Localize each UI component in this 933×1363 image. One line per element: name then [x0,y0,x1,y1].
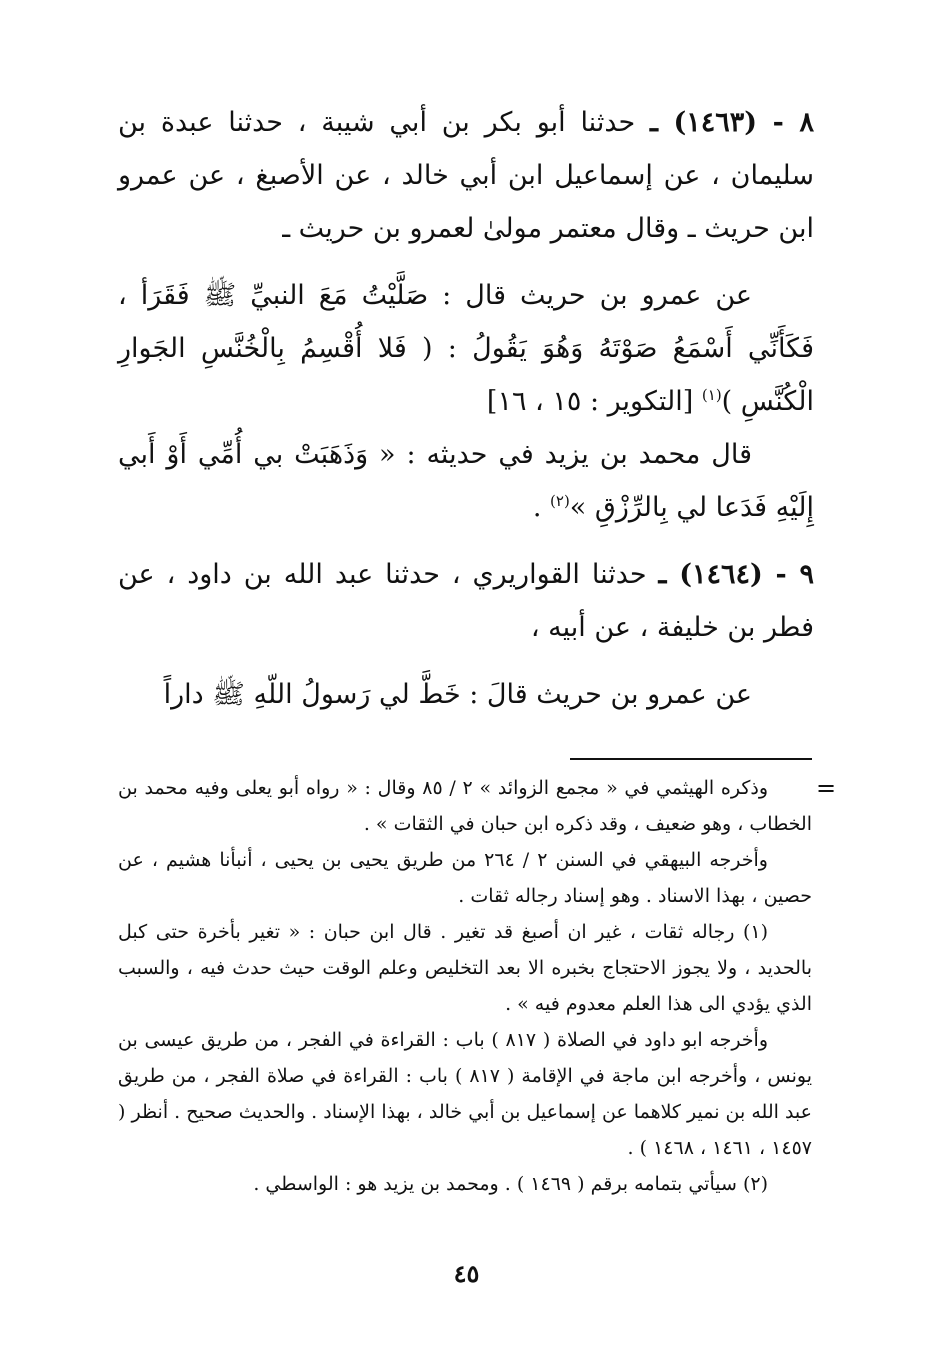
hadith-8-addition [118,428,814,534]
hadith-8-addition-text: قال محمد بن يزيد في حديثه : « وَذَهَبَتْ بي أُمِّي أَوْ أَبي إِلَيْهِ فَدَعا لي بِالرِّزْقِ » [118,439,814,523]
hadith-9-isnad-text: حدثنا القواريري ، حدثنا عبد الله بن داود ، عن فطر بن خليفة ، عن أبيه ، [118,559,814,643]
hadith-9-matn [118,668,814,721]
hadith-8-addition-end: . [532,492,551,523]
footnotes [118,770,812,1202]
hadith-8-matn-text: عن عمرو بن حريث قال : صَلَّيْتُ مَعَ النبيِّ ﷺ فَقَرَأ ، فَكَأَنِّي أَسْمَعُ صَوْتَهُ وَهُوَ يَقُولُ : ( فَلا أُقْسِمُ بِالْخُنَّسِ الجَوارِ الْكُنَّسِ ) [118,280,814,417]
hadith-8-isnad [118,96,814,255]
footnote-continued-2: وأخرجه البيهقي في السنن ٢ / ٢٦٤ من طريق يحيى بن يحيى ، أنبأنا هشيم ، عن حصين ، بهذا الاسناد . وهو إسناد رجاله ثقات . [118,849,812,907]
footnote-2: (٢) سيأتي بتمامه برقم ( ١٤٦٩ ) . ومحمد بن يزيد هو : الواسطي . [253,1173,768,1195]
footnote-ref-2: (٢) [550,492,570,510]
hadith-8-number: ٨ - (١٤٦٣) ـ [649,107,814,138]
footnote-separator [570,758,812,760]
hadith-9-number: ٩ - (١٤٦٤) ـ [658,559,814,590]
footnote-continued-1: وذكره الهيثمي في « مجمع الزوائد » ٢ / ٨٥ وقال : « رواه أبو يعلى وفيه محمد بن الخطاب ، وهو ضعيف ، وقد ذكره ابن حبان في الثقات » . [118,777,812,835]
quran-source: [التكوير : ١٥ ، ١٦] [486,386,702,417]
hadith-9-isnad [118,548,814,654]
footnote-1: (١) رجاله ثقات ، غير ان أصبغ قد تغير . قال ابن حبان : « تغير بأخرة حتى كبل بالحديد ، ولا يجوز الاحتجاج بخبره الا بعد التخليص وعلم الوقت حيث حدث فيه ، والسبب الذي يؤدي الى هذا العلم معدوم فيه » . [118,921,812,1015]
footnote-continuation-mark: = [816,774,837,802]
hadith-9-matn-text: عن عمرو بن حريث قالَ : خَطَّ لي رَسولُ اللّهِ ﷺ داراً [163,679,752,710]
hadith-8-isnad-text: حدثنا أبو بكر بن أبي شيبة ، حدثنا عبدة بن سليمان ، عن إسماعيل ابن أبي خالد ، عن الأصبغ ، عن عمرو ابن حريث ـ وقال معتمر مولىٰ لعمرو بن حريث ـ [118,107,814,244]
page-number: ٤٥ [453,1259,480,1288]
footnote-ref-1: (١) [701,386,722,404]
main-text [118,96,814,721]
footnote-1-continued: وأخرجه ابو داود في الصلاة ( ٨١٧ ) باب : القراءة في الفجر ، من طريق عيسى بن يونس ، وأخرجه ابن ماجة في الإقامة ( ٨١٧ ) باب : القراءة في صلاة الفجر ، من طريق عبد الله بن نمير كلاهما عن إسماعيل بن أبي خالد ، بهذا الإسناد . والحديث صحيح . أنظر ( ١٤٥٧ ، ١٤٦١ ، ١٤٦٨ ) . [118,1029,813,1159]
hadith-8-matn [118,269,814,428]
